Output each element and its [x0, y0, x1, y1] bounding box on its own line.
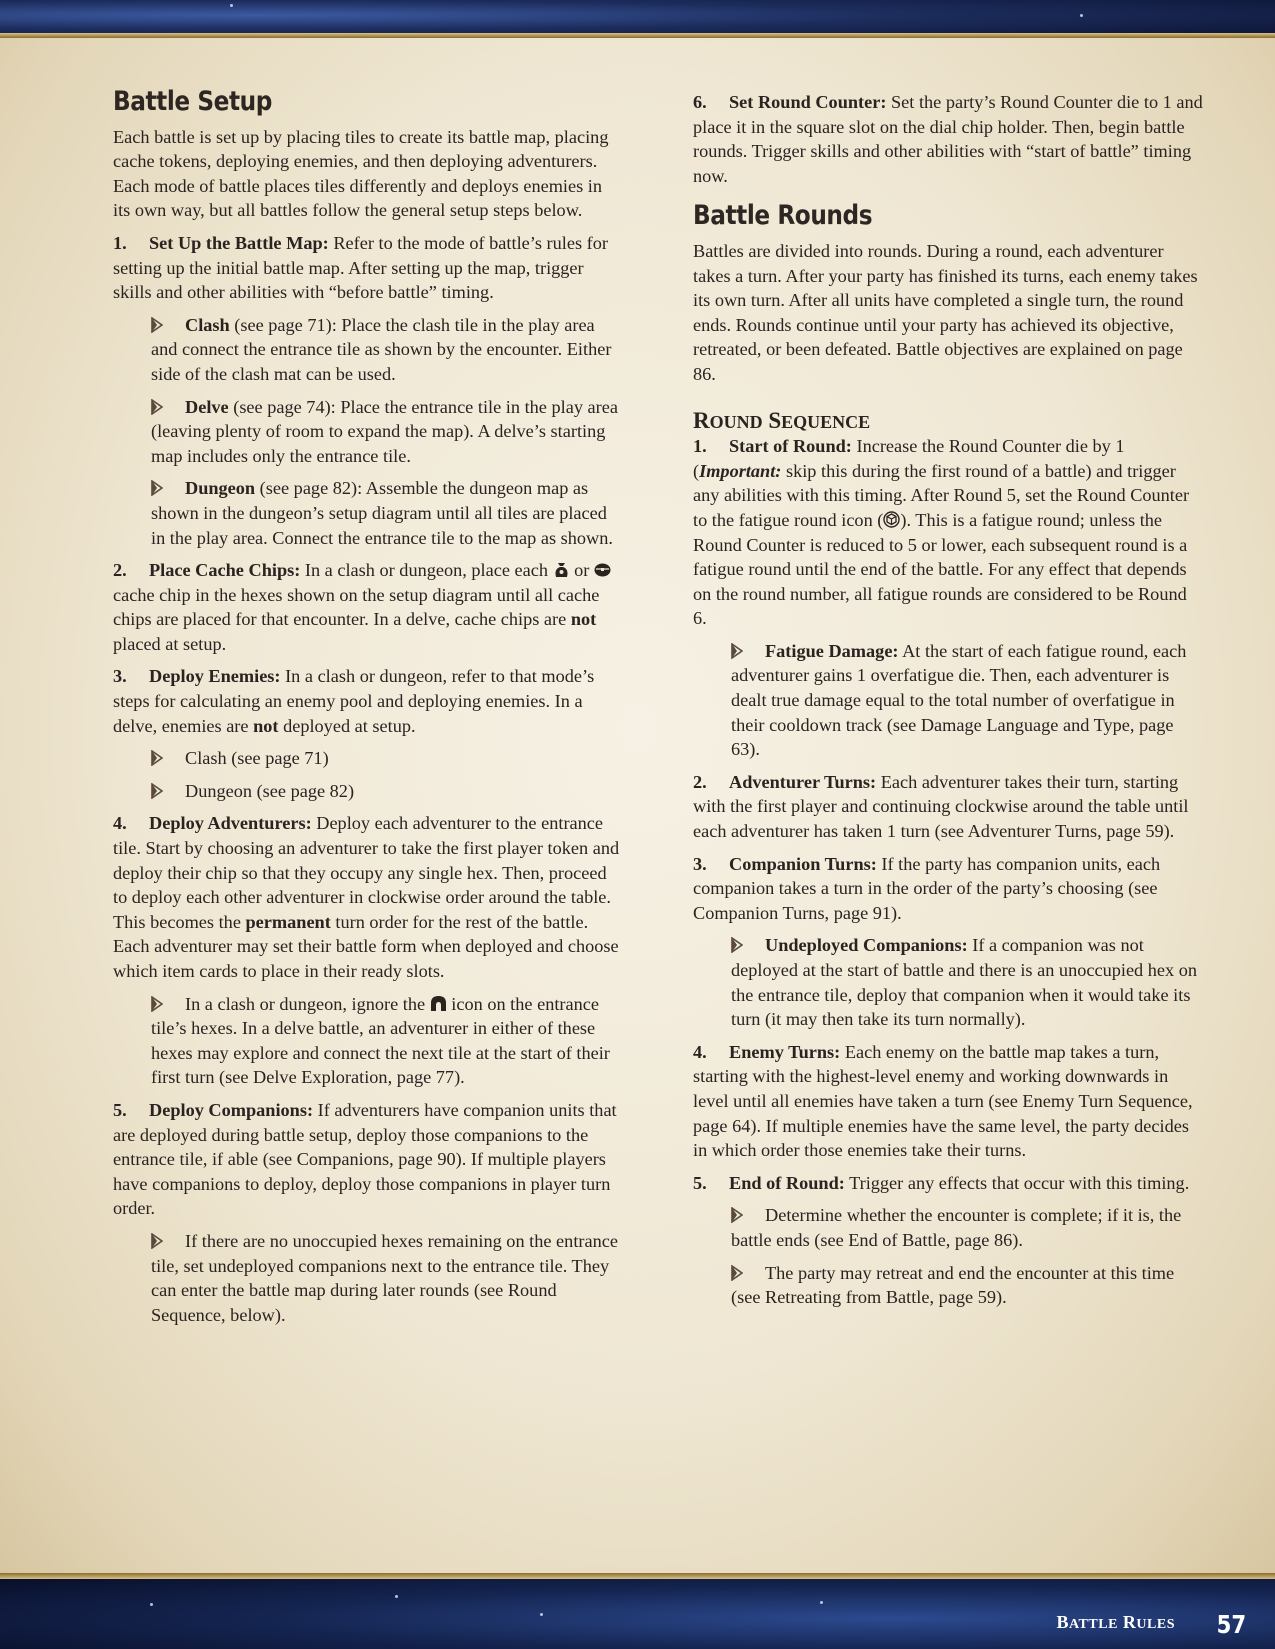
subheading-text: S	[768, 407, 782, 433]
bullet-clash-ref	[113, 746, 623, 771]
step-title: Adventurer Turns:	[729, 771, 877, 792]
step-title: Deploy Adventurers:	[149, 813, 312, 834]
bullet-arrow-icon	[731, 643, 743, 659]
bullet-text: Clash (see page 71)	[185, 748, 329, 769]
subheading-round-sequence	[693, 409, 1203, 435]
bullet-dungeon	[113, 476, 623, 550]
step-number: 3.	[113, 666, 127, 687]
round-step-2	[693, 770, 1203, 844]
bullet-text: Dungeon (see page 82)	[185, 780, 355, 801]
top-border	[0, 0, 1275, 38]
emphasis: not	[570, 609, 597, 630]
bullet-encounter-complete	[693, 1203, 1203, 1252]
step-4	[113, 811, 623, 983]
step-text: Trigger any effects that occur with this timing.	[844, 1172, 1190, 1193]
intro-paragraph: Battles are divided into rounds. During a round, each adventurer takes a turn. After your party has finished its turns, each enemy takes its own turn. After all units have completed a single turn, the round ends. Rounds continue until your party has achieved its objective, retreated, or been defeated. Battle objectives are explained on page 86.	[693, 240, 1198, 384]
footer-section-label	[1056, 1612, 1175, 1633]
bullet-undeployed-companions	[693, 933, 1203, 1031]
round-step-3	[693, 852, 1203, 926]
step-text: turn order for the rest of the battle. Each adventurer may set their battle form when deployed and choose which item cards to place in their ready slots.	[113, 911, 619, 981]
bullet-fatigue-damage	[693, 639, 1203, 762]
step-number: 1.	[113, 232, 127, 253]
bullet-text: If there are no unoccupied hexes remaining on the entrance tile, set undeployed companions next to the entrance tile. They can enter the battle map during later rounds (see Round Sequence, below).	[151, 1230, 618, 1325]
section-heading-battle-rounds: Battle Rounds	[693, 200, 873, 232]
bullet-arrow-icon	[151, 1233, 163, 1249]
step-5	[113, 1098, 623, 1221]
bullet-text: (see page 74): Place the entrance tile in the play area (leaving plenty of room to expand the map). A delve’s starting map includes only the entrance tile.	[151, 396, 618, 466]
step-title: Place Cache Chips:	[149, 560, 301, 581]
step-title: Set Round Counter:	[729, 92, 887, 112]
bullet-arrow-icon	[151, 399, 163, 415]
bullet-arrow-icon	[731, 1207, 743, 1223]
right-column	[693, 90, 1203, 1318]
bullet-text: If a companion was not deployed at the start of battle and there is an unoccupied hex on the entrance tile, deploy that companion when it would take its turn (it may then take its turn normally).	[731, 935, 1198, 1030]
footer-text: B	[1056, 1612, 1069, 1632]
subheading-text: R	[693, 407, 710, 433]
page-body	[0, 38, 1275, 1573]
step-title: Deploy Enemies:	[149, 666, 281, 687]
bullet-clash	[113, 313, 623, 387]
footer-text: ATTLE	[1068, 1617, 1118, 1632]
bullet-arrow-icon	[731, 1265, 743, 1281]
bullet-title: Fatigue Damage:	[765, 640, 899, 661]
step-title: Start of Round:	[729, 436, 852, 457]
step-text: Increase the Round Counter die by 1 (	[693, 436, 1125, 481]
step-number: 4.	[113, 813, 127, 834]
star-decoration	[540, 1613, 543, 1616]
round-step-4	[693, 1040, 1203, 1163]
bullet-arrow-icon	[151, 480, 163, 496]
bullet-arrow-icon	[151, 317, 163, 333]
emphasis: permanent	[245, 911, 331, 932]
step-number: 4.	[693, 1041, 707, 1062]
step-number: 2.	[693, 771, 707, 792]
bullet-text: The party may retreat and end the encounter at this time (see Retreating from Battle, page 59).	[731, 1262, 1175, 1308]
bullet-dungeon-ref	[113, 779, 623, 804]
bullet-entrance-icon-rule	[113, 992, 623, 1090]
bullet-arrow-icon	[151, 783, 163, 799]
step-text: cache chip in the hexes shown on the setup diagram until all cache chips are placed for that encounter. In a delve, cache chips are	[113, 584, 600, 630]
round-step-1	[693, 434, 1203, 631]
fatigue-die-icon	[883, 510, 900, 527]
step-number: 5.	[693, 1172, 707, 1193]
step-text: skip this during the first round of a battle) and trigger any abilities with this timing. After Round 5, set the Round Counter to the fatigue round icon (	[693, 460, 1190, 530]
step-title: Deploy Companions:	[149, 1099, 314, 1120]
bullet-text: At the start of each fatigue round, each adventurer gains 1 overfatigue die. Then, each adventurer is dealt true damage equal to the total number of overfatigue in their cooldown track (see Damage Language and Type, page 63).	[731, 640, 1187, 760]
step-3	[113, 664, 623, 738]
star-decoration	[230, 4, 233, 7]
step-number: 5.	[113, 1099, 127, 1120]
page-number: 57	[1216, 1610, 1247, 1639]
step-text: Refer to the mode of battle’s rules for setting up the initial battle map. After setting up the map, trigger skills and other abilities with “before battle” timing.	[113, 232, 608, 303]
bullet-text: (see page 82): Assemble the dungeon map as shown in the dungeon’s setup diagram until all tiles are placed in the play area. Connect the entrance tile to the map as shown.	[151, 478, 613, 548]
step-text: If adventurers have companion units that are deployed during battle setup, deploy those companions to the entrance tile, if able (see Companions, page 90). If multiple players have companions to deploy, deploy those companions in player turn order.	[113, 1099, 617, 1219]
step-number: 3.	[693, 853, 707, 874]
step-text: If the party has companion units, each companion takes a turn in the order of the party’s choosing (see Companion Turns, page 91).	[693, 853, 1161, 923]
step-text: In a clash or dungeon, refer to that mode’s steps for calculating an enemy pool and deploying enemies. In a delve, enemies are	[113, 666, 595, 736]
subheading-text: OUND	[709, 411, 763, 432]
step-title: End of Round:	[729, 1172, 845, 1193]
step-2	[113, 558, 623, 656]
bullet-title: Undeployed Companions:	[765, 935, 968, 956]
footer-text: R	[1122, 1612, 1137, 1632]
step-text: or	[569, 560, 594, 581]
bullet-title: Clash	[185, 314, 230, 335]
step-number: 2.	[113, 560, 127, 581]
step-text: Set the party’s Round Counter die to 1 and place it in the square slot on the dial chip holder. Then, begin battle rounds. Trigger skills and other abilities with “start of battle” timing now.	[693, 92, 1203, 186]
bullet-text: In a clash or dungeon, ignore the	[185, 993, 430, 1014]
round-step-5	[693, 1171, 1203, 1196]
star-decoration	[820, 1601, 823, 1604]
step-6	[693, 90, 1203, 188]
footer-text: ULES	[1136, 1617, 1175, 1632]
section-heading-battle-setup: Battle Setup	[113, 86, 272, 117]
entrance-icon	[430, 994, 447, 1011]
emphasis: not	[253, 715, 279, 736]
bullet-delve	[113, 395, 623, 469]
bullet-arrow-icon	[151, 996, 163, 1012]
step-text: ). This is a fatigue round; unless the Round Counter is reduced to 5 or lower, each subsequent round is a fatigue round until the end of the battle. For any effect that depends on the round number, all fatigue rounds are considered to be Round 6.	[693, 509, 1188, 629]
step-text: deployed at setup.	[278, 715, 416, 736]
step-title: Set Up the Battle Map:	[149, 232, 329, 253]
bullet-title: Delve	[185, 396, 229, 417]
step-title: Enemy Turns:	[729, 1041, 841, 1062]
step-1	[113, 231, 623, 305]
bullet-text: icon on the entrance tile’s hexes. In a delve battle, an adventurer in either of these hexes may explore and connect the next tile at the start of their first turn (see Delve Exploration, page 77).	[151, 993, 610, 1088]
bullet-arrow-icon	[151, 750, 163, 766]
step-text: In a clash or dungeon, place each	[300, 560, 553, 581]
step-text: Each enemy on the battle map takes a turn, starting with the highest-level enemy and working downwards in level until all enemies have taken a turn (see Enemy Turn Sequence, page 64). If multiple enemies have the same level, the party decides in which order those enemies take their turns.	[693, 1041, 1193, 1161]
bullet-no-unoccupied-hexes	[113, 1229, 623, 1327]
bullet-arrow-icon	[731, 937, 743, 953]
step-text: Each adventurer takes their turn, starting with the first player and continuing clockwise around the table until each adventurer has taken 1 turn (see Adventurer Turns, page 59).	[693, 771, 1189, 842]
bullet-text: (see page 71): Place the clash tile in the play area and connect the entrance tile as shown by the encounter. Either side of the clash mat can be used.	[151, 314, 612, 384]
cache-bag-icon	[553, 560, 570, 577]
emphasis: Important:	[699, 460, 782, 481]
step-text: Deploy each adventurer to the entrance tile. Start by choosing an adventurer to take the first player token and deploy their chip so that they occupy any single hex. Then, proceed to deploy each other adventurer in clockwise order around the table. This becomes the	[113, 813, 620, 932]
star-decoration	[395, 1595, 398, 1598]
bullet-retreat	[693, 1261, 1203, 1310]
bullet-text: Determine whether the encounter is complete; if it is, the battle ends (see End of Battle, page 86).	[731, 1205, 1182, 1250]
bullet-title: Dungeon	[185, 478, 256, 499]
left-column	[113, 88, 623, 1335]
star-decoration	[1080, 14, 1083, 17]
bottom-border	[0, 1573, 1275, 1649]
cache-chest-icon	[594, 560, 611, 577]
star-decoration	[150, 1603, 153, 1606]
intro-paragraph: Each battle is set up by placing tiles to create its battle map, placing cache tokens, deploying enemies, and then deploying adventurers. Each mode of battle places tiles differently and deploys enemies in its own way, but all battles follow the general setup steps below.	[113, 126, 609, 221]
step-title: Companion Turns:	[729, 853, 877, 874]
step-text: placed at setup.	[113, 633, 227, 654]
subheading-text: EQUENCE	[781, 411, 871, 432]
step-number: 1.	[693, 436, 707, 457]
step-number: 6.	[693, 92, 707, 112]
